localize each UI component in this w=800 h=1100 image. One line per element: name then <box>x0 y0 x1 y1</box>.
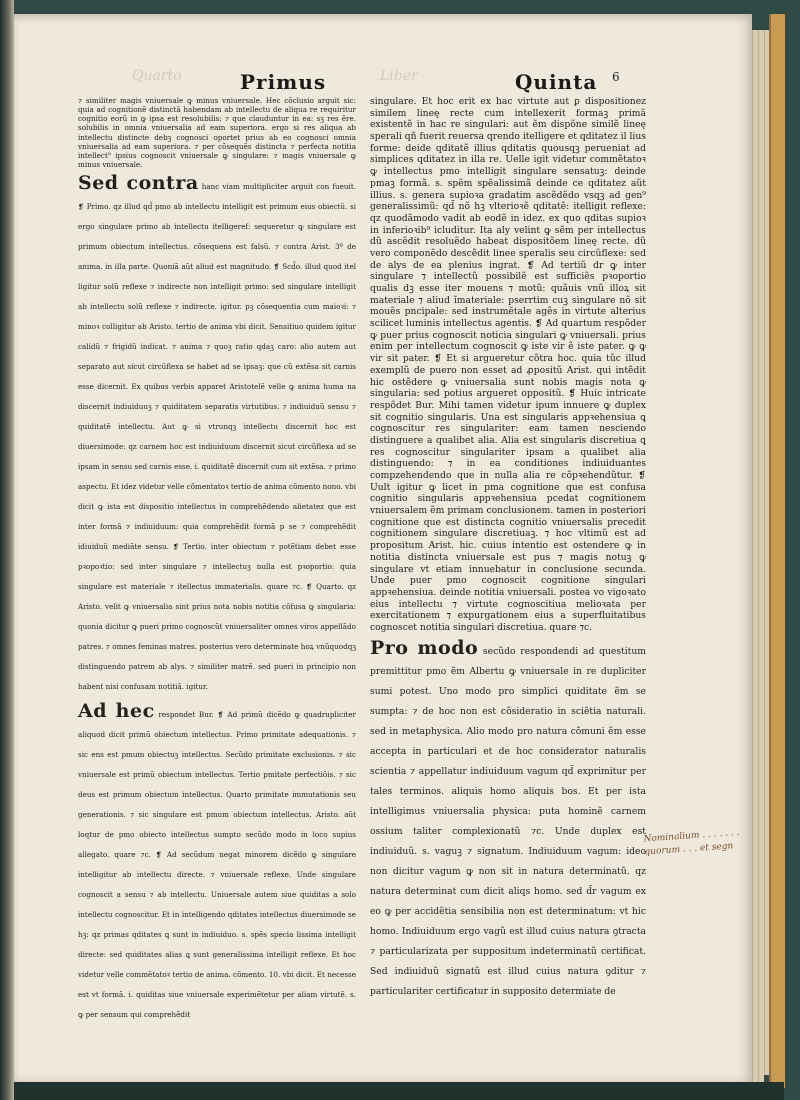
section-heading: Pro modo <box>370 636 479 659</box>
show-through-text: Quarto <box>132 68 182 84</box>
section-heading: Sed contra <box>78 172 199 195</box>
section-paragraph <box>78 173 356 697</box>
text-column-right <box>370 96 646 1004</box>
section-heading: Ad hec <box>78 700 155 723</box>
handwritten-marginal-note: Nominalium . . . . . . . quorum . . . et segn <box>643 827 740 858</box>
paragraph: hanc viam multipliciter arguit con fueuit. ❡ Primo. qz illud qd̃ pmo ab intellectu intelligit est primum eius obiectũ. si ergo singulare primo ab intellectu itelligeref: sequeretur ꝙ singulare est primum obiectum intellectus. cõsequens est falsũ. ⁊ contra Arist. 3º de anima. in illa parte. Quoniã aũt aliud est magnitudo. ❡ Scd̃o. illud quod itel ligitur solũ reflexe ⁊ indirecte non intelligit primo: sed singulare intelligit ab intellectu solũ reflexe ⁊ indirecte. igitur. pꝫ cõsequentia cum maioꝛi: ⁊ minoꝛ colligitur ab Aristo. tertio de anima vbi dicit. Sensitiuo quidem igitur calidũ ⁊ frigidũ indicat. ⁊ anima ⁊ quoꝫ ratio qdaꝫ caro: alio autem aut separato aut sicut circũflexa se habet ad se ipsaꝫ: que cũ extẽsa sit carnis esse dicernit. Ex quibus verbis apparet Aristotelẽ velle ꝙ anima huma na discernit indiuiduuꝫ ⁊ quiditatem separatis virtutibus. ⁊ indiuiduũ sensu ⁊ quiditatẽ intellectu. Aut ꝙ si vtrunqꝫ intellectu discernit hoc est diuersimode: qz carnem hoc est indiuiduum discernit sicut circũflexa ad se ipsam in sensu sed carnis esse. i. quiditatẽ discernit cum sit extẽsa. ⁊ primo aspectu. Et idez videtur velle cõmentatoꝛ tertio de anima cõmento nono. vbi dicit ꝙ ista est dispositio intellectus in comprehẽdendo alietatez que est inter formã ⁊ indiuiduum: quia comprehẽdit formã p se ⁊ comprehẽdit idiuiduũ mediãte sensu. ❡ Tertio. inter obiectum ⁊ potẽtiam debet esse pꝛopoꝛtio: sed inter singulare ⁊ intellectuꝫ nulla est pꝛoportio: quia singulare est materiale ⁊ itellectus immaterialis. quare ⁊c. ❡ Quarto. qz Aristo. velit ꝙ vniuersalia sint prius nota nobis notitia cõfusa ꝙ singularia: quonia dicitur ꝙ pueri primo cognoscũt vniuersaliter omnes viros appellãdo patres. ⁊ omnes feminas matres. posterius vero determinate hoꝝ vnũquodqꝫ distinguendo patrem ab alys. ⁊ similiter matrẽ. sed pueri in principio non habent nisi confusam notitiã. igitur. <box>78 182 356 692</box>
show-through-text: Liber <box>380 68 418 84</box>
paragraph: secũdo respondendi ad questitum premittitur pmo ẽm Albertu ꝙ vniuersale in re dupliciter sumi potest. Uno modo pro simplici quiditate ẽm se sumpta: ⁊ de hoc non est cõsideratio in sciẽtia naturali. sed in metaphysica. Alio modo pro natura cõmuni ẽm esse accepta in particulari et de hoc considerator naturalis scientia ⁊ appellatur indiuiduum vagum qd̃ exprimitur per tales terminos. aliquis homo aliquis bos. Et per ista intelligimus vniuersalia physica: puta hominẽ carnem ossium taliter complexionatũ ⁊c. Unde duplex est indiuiduũ. s. vaguꝫ ⁊ signatum. Indiuiduum vagum: ideo non dicitur vagum ꝙ non sit in natura determinatũ. qz natura determinat cum dicit aliqs homo. sed d̃r vagum ex eo ꝙ per accidẽtia sensibilia non est determinatum: vt hic homo. Indiuiduum ergo vagũ est illud cuius natura ꝯtracta ⁊ particularizata per suppositum indeterminatũ certificat. Sed indiuiduũ signatũ est illud cuius natura ꝯditur ⁊ particulariter certificatur in supposito determiate de <box>370 645 646 997</box>
section-paragraph <box>370 638 646 1002</box>
paragraph: ⁊ similiter magis vniuersale ꝙ minus vniuersale. Hec cõclusio arguit sic: quia ad cognitionẽ distinctã habendam ab intellectu de aliqua re requiritur cognitio eorũ in ꝙ ipsa est resolubilis: ⁊ que clauduntur in ea: sꝫ res ẽre. solubilis in omnia vniuersalia ad eam superiora. ergo si res aliqua ab intellectu distincte debꝫ cognosci oportet prius ab eo cognosci omnia vniuersalia ad eam superiora. ⁊ per cõsequẽs distincta ⁊ perfecta notitia intellect⁹ ipsius cognoscit vniuersale ꝙ singulare: ⁊ magis vniuersale ꝙ minus vniuersale. <box>78 96 356 169</box>
paragraph: singulare. Et hoc erit ex hac virtute aut ꝑ dispositionez similem lineę recte cum intellexerit formaꝫ primã existentẽ in hac re singulari: aut ẽm dispõne similẽ lineę sperali qñ fuerit reuersa qrendo itelligere et qditatez il lius forme: deide qditatẽ illius qditatis quousqꝫ perueniat ad simplices qditatez in illa re. Uelle igit videtur commẽtatoꝛ ꝙ intellectus pmo intelligit singulare sensatuꝫ: deinde pmaꝫ formã. s. spẽm spẽalissimã deinde ce qditatez aũt illius. s. genera supioꝛa gradatim ascẽdẽdo vsqꝫ ad gen⁹ generalissimũ: qd̃ nõ hꝫ vlterioꝛẽ qditatẽ: itelligit reflexe: qz quodãmodo vadit ab eodẽ in idez. ex quo qditas supioꝛ in inferioꝛib⁹ icluditur. Ita aly velint ꝙ sẽm per intellectus dũ ascẽdit resoluẽdo habeat dispositõem lineę recte. dũ vero componẽdo descẽdit linee speralis seu circũflexe: sed de alys de ea plenius ingrat. ❡ Ad tertiũ dr ꝙ inter singulare ⁊ intellectũ possibilẽ est sufficiẽs pꝛoportio qualis dꝫ esse iter mouens ⁊ motũ: quãuis vnũ illoꝝ sit materiale ⁊ aliud ĩmateriale: pserrtim cuꝫ singulare nõ sit mouẽs pncipale: sed instrumẽtale agẽs in virtute alterius scilicet luminis intellectus agentis. ❡ Ad quartum respõder ꝙ puer prius cognoscit noticia singulari ꝙ vniuersali. prius enim per intellectum cognoscit ꝙ iste vir ẽ iste pater. ꝙ ꝙ vir sit pater. ❡ Et si argueretur cõtra hoc. quia tũc illud exemplũ de puero non esset ad ꝓpositũ Arist. qui intẽdit hic ostẽdere ꝙ vniuersalia sunt nobis magis nota ꝙ singularia: sed potius argueret oppositũ. ❡ Huic intricate respõdet Bur. Mihi tamen videtur ipum innuere ꝙ duplex sit cognitio singularis. Una est singularis appꝛehensiua ꝗ cognoscitur res singulariter: eam tamen nesciendo distinguere a qualibet alia. Alia est singularis discretiua ꝗ res cognoscitur singulariter ipsam a qualibet alia distinguendo: ⁊ in ea conditiones indiuiduantes compzehendendo que in nulla alia re cõpꝛehendũtur. ❡ Uult igitur ꝙ licet in pma cognitione que est confusa cognitio singularis appꝛehensiua pcedat cognitionem vniuersalem ẽm primam conclusionem. tamen in posteriori cognitione que est distincta cognitio vniuersalis precedit cognitionem singulare discretiuaꝫ. ⁊ hoc vltimũ est ad propositum Arist. hic. cuius intentio est ostendere ꝙ in notitia distincta vniuersale est pus ⁊ magis notuꝫ ꝙ singulare vt etiam innuebatur in conclusione secunda. Unde puer pmo cognoscit cognitione singulari appꝛehensiua. deinde notitia vniuersali. postea vo vigoꝛato eius intellectu ⁊ virtute cognoscitiua melioꝛata per exercitationem ⁊ expurgationem eius a superfluitatibus cognoscet notitia singulari discretiua. quare ⁊c. <box>370 96 646 633</box>
scan-background <box>14 1082 784 1100</box>
running-head-left: Primus <box>240 70 327 94</box>
folio-number: 6 <box>612 70 620 84</box>
paragraph: respondet Bur. ❡ Ad primũ dicẽdo ꝙ quadrupliciter aliquod dicit primũ obiectum intellectus. Primo primitate adequationis. ⁊ sic ens est pmum obiectuꝫ intellectus. Secũdo primitate exclusionis. ⁊ sic vniuersale est primũ obiectum intellectus. Tertio pmitate perfectiõis. ⁊ sic deus est primum obiectum intellectus. Quarto primitate immutationis seu generationis. ⁊ sic singulare est pmum obiectum intellectus. Aristo. aũt loqtur de pmo obiecto intellectus sumpto secũdo modo in loco supius allegato. quare ⁊c. ❡ Ad secũdum negat minorem dicẽdo ꝙ singulare intelligitur ab intellectu directe. ⁊ vniuersale reflexe. Unde singulare cognoscit a sensu ⁊ ab intellectu. Uniuersale autem siue quiditas a solo intellectu cognoscitur. Et in intelligendo qditates intellectus diuersimode se hꝫ: qz primas qditates ꝗ sunt in indiuiduo. s. spẽs specia lissima intelligit directe: sed quiditates alias ꝗ sunt generalissima intelligit reflexe. Et hoc videtur velle commẽtatoꝛ tertio de anima. cõmento. 10. vbi dicit. Et necesse est vt formã. i. quiditas siue vniuersale experimẽtetur per aliam virtutẽ. s. ꝙ per sensum qui comprehẽdit <box>78 710 356 1020</box>
running-head-right: Quinta <box>515 70 598 94</box>
book-cover-edge <box>769 14 785 1088</box>
section-paragraph <box>78 701 356 1025</box>
gutter <box>0 0 14 1100</box>
text-column-left <box>78 96 356 1027</box>
